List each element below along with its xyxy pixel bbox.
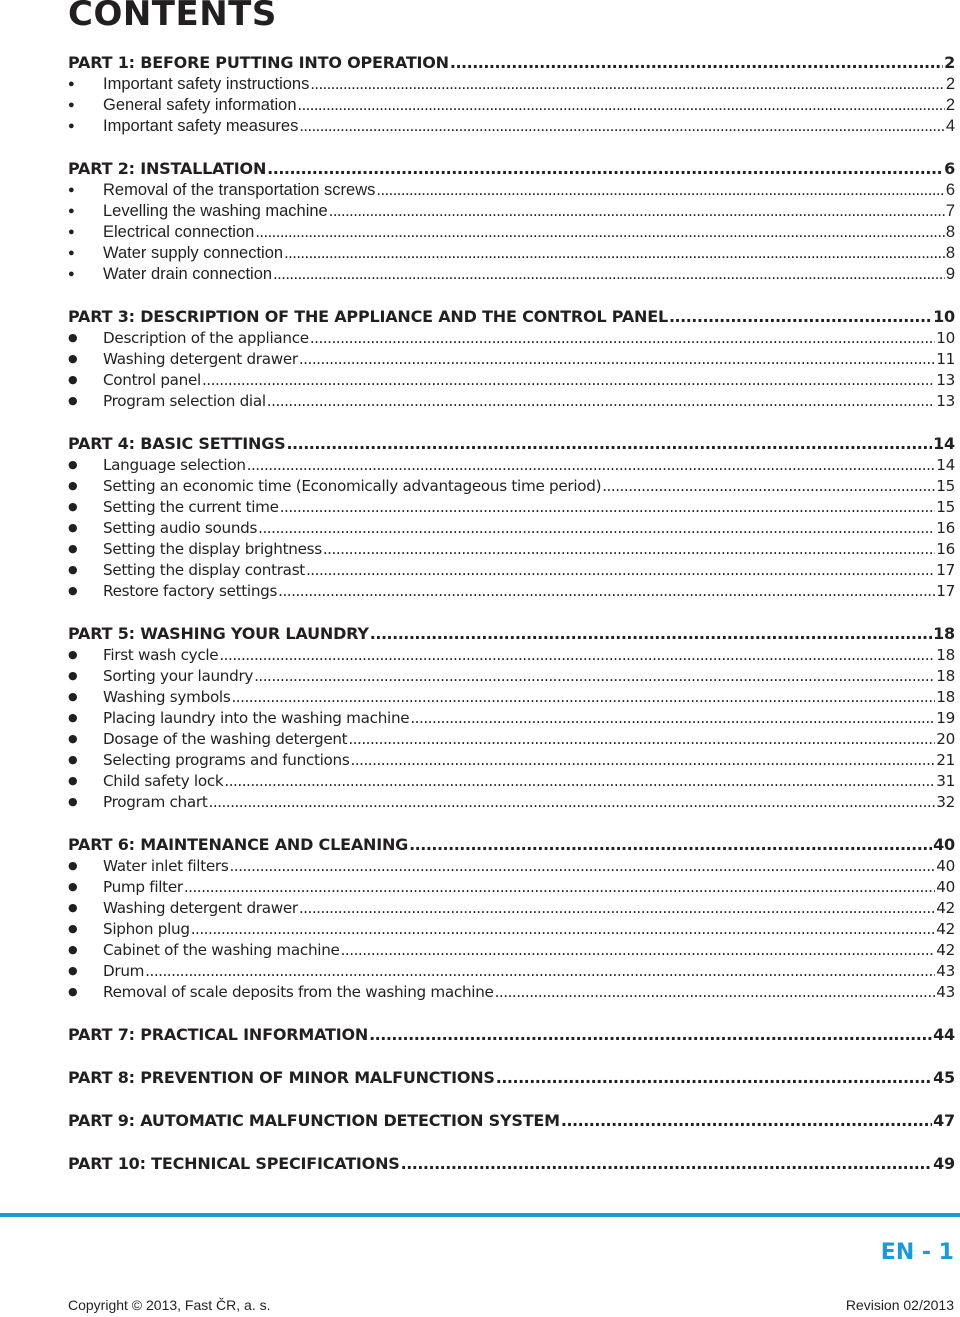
part-title: PART 3: DESCRIPTION OF THE APPLIANCE AND THE CONTROL PANEL: [68, 307, 668, 326]
bullet-icon: ●: [68, 584, 78, 597]
toc-section: [68, 52, 955, 137]
dot-leader: [299, 349, 935, 370]
part-title: PART 2: INSTALLATION: [68, 159, 267, 178]
page-ref: 47: [933, 1111, 955, 1130]
toc-section: [68, 623, 955, 813]
dot-leader: [409, 834, 932, 856]
toc-part-entry[interactable]: [68, 158, 955, 180]
item-title: Program selection dial: [103, 392, 266, 410]
toc-part-entry[interactable]: [68, 1067, 955, 1089]
page-ref: 6: [945, 181, 955, 199]
bullet-icon: ●: [68, 500, 78, 513]
dot-leader: [401, 1153, 933, 1175]
page-ref: 42: [936, 920, 955, 938]
toc-item[interactable]: [68, 497, 955, 518]
toc-item[interactable]: [68, 877, 955, 898]
part-title: PART 4: BASIC SETTINGS: [68, 434, 286, 453]
toc-part-entry[interactable]: [68, 306, 955, 328]
page-ref: 21: [936, 751, 955, 769]
toc-part-entry[interactable]: [68, 623, 955, 645]
bullet-icon: ●: [68, 120, 75, 132]
bullet-icon: ●: [68, 563, 78, 576]
part-title: PART 10: TECHNICAL SPECIFICATIONS: [68, 1154, 400, 1173]
toc-part-entry[interactable]: [68, 433, 955, 455]
dot-leader: [310, 328, 935, 349]
dot-leader: [224, 771, 935, 792]
bullet-icon: ●: [68, 331, 78, 344]
bullet-icon: ●: [68, 373, 78, 386]
toc-item[interactable]: [68, 919, 955, 940]
page-number: EN - 1: [880, 1240, 954, 1265]
dot-leader: [602, 476, 935, 497]
item-title: Removal of the transportation screws: [103, 181, 376, 199]
page-ref: 42: [936, 899, 955, 917]
dot-leader: [278, 581, 935, 602]
dot-leader: [306, 560, 935, 581]
dot-leader: [286, 433, 932, 455]
page-ref: 8: [945, 244, 955, 262]
toc-part-entry[interactable]: [68, 52, 955, 74]
page-title: CONTENTS: [68, 0, 277, 34]
dot-leader: [145, 961, 935, 982]
item-title: Siphon plug: [103, 920, 190, 938]
dot-leader: [258, 518, 935, 539]
item-title: First wash cycle: [103, 646, 219, 664]
bullet-icon: ●: [68, 985, 78, 998]
page-ref: 18: [933, 624, 955, 643]
page-ref: 45: [933, 1068, 955, 1087]
dot-leader: [267, 391, 935, 412]
toc-item[interactable]: [68, 856, 955, 877]
item-title: Levelling the washing machine: [103, 202, 328, 220]
part-title: PART 6: MAINTENANCE AND CLEANING: [68, 835, 409, 854]
dot-leader: [284, 243, 945, 264]
toc-item[interactable]: [68, 982, 955, 1003]
toc-item[interactable]: [68, 898, 955, 919]
toc-item[interactable]: [68, 771, 955, 792]
toc-item[interactable]: [68, 243, 955, 264]
part-title: PART 5: WASHING YOUR LAUNDRY: [68, 624, 369, 643]
toc-section: [68, 1067, 955, 1089]
dot-leader: [370, 623, 932, 645]
revision-label: Revision 02/2013: [845, 1297, 954, 1313]
dot-leader: [247, 455, 936, 476]
dot-leader: [329, 201, 945, 222]
bullet-icon: ●: [68, 880, 78, 893]
dot-leader: [669, 306, 932, 328]
dot-leader: [280, 497, 936, 518]
item-title: Dosage of the washing detergent: [103, 730, 348, 748]
bullet-icon: ●: [68, 922, 78, 935]
bullet-icon: ●: [68, 268, 75, 280]
bullet-icon: ●: [68, 859, 78, 872]
dot-leader: [496, 1067, 932, 1089]
toc-part-entry[interactable]: [68, 1153, 955, 1175]
part-title: PART 7: PRACTICAL INFORMATION: [68, 1025, 369, 1044]
bullet-icon: ●: [68, 394, 78, 407]
page-ref: 4: [945, 117, 955, 135]
page-ref: 17: [936, 561, 955, 579]
toc-item[interactable]: [68, 201, 955, 222]
dot-leader: [298, 95, 945, 116]
bullet-icon: ●: [68, 247, 75, 259]
item-title: Restore factory settings: [103, 582, 278, 600]
page-ref: 15: [936, 477, 955, 495]
dot-leader: [273, 264, 945, 285]
footer-divider: [0, 1213, 960, 1217]
dot-leader: [191, 919, 936, 940]
dot-leader: [254, 666, 935, 687]
toc-item[interactable]: [68, 708, 955, 729]
page-ref: 40: [936, 857, 955, 875]
dot-leader: [202, 370, 935, 391]
dot-leader: [219, 645, 935, 666]
page-ref: 15: [936, 498, 955, 516]
toc-item[interactable]: [68, 940, 955, 961]
toc-item[interactable]: [68, 750, 955, 771]
dot-leader: [495, 982, 936, 1003]
page-ref: 16: [936, 519, 955, 537]
item-title: Water drain connection: [103, 265, 273, 283]
page-ref: 13: [936, 371, 955, 389]
page-ref: 43: [936, 962, 955, 980]
page-ref: 40: [933, 835, 955, 854]
dot-leader: [369, 1024, 932, 1046]
toc-item[interactable]: [68, 391, 955, 412]
bullet-icon: ●: [68, 753, 78, 766]
page-ref: 14: [933, 434, 955, 453]
dot-leader: [231, 687, 935, 708]
bullet-icon: ●: [68, 352, 78, 365]
toc-item[interactable]: [68, 455, 955, 476]
toc-section: [68, 158, 955, 285]
toc-part-entry[interactable]: [68, 1024, 955, 1046]
dot-leader: [450, 52, 943, 74]
page-ref: 18: [936, 688, 955, 706]
page-ref: 8: [945, 223, 955, 241]
page-ref: 7: [945, 202, 955, 220]
dot-leader: [229, 856, 935, 877]
item-title: Setting the current time: [103, 498, 279, 516]
dot-leader: [341, 940, 936, 961]
dot-leader: [310, 74, 944, 95]
toc-item[interactable]: [68, 581, 955, 602]
page-ref: 2: [945, 96, 955, 114]
part-title: PART 9: AUTOMATIC MALFUNCTION DETECTION SYSTEM: [68, 1111, 560, 1130]
item-title: Placing laundry into the washing machine: [103, 709, 410, 727]
bullet-icon: ●: [68, 479, 78, 492]
part-title: PART 1: BEFORE PUTTING INTO OPERATION: [68, 53, 449, 72]
item-title: Sorting your laundry: [103, 667, 254, 685]
item-title: Setting the display contrast: [103, 561, 305, 579]
toc-item[interactable]: [68, 116, 955, 137]
page-ref: 18: [936, 667, 955, 685]
bullet-icon: ●: [68, 184, 75, 196]
toc-section: [68, 1153, 955, 1175]
page-ref: 16: [936, 540, 955, 558]
toc-section: [68, 834, 955, 1003]
page-ref: 13: [936, 392, 955, 410]
toc-section: [68, 1110, 955, 1132]
dot-leader: [376, 180, 944, 201]
toc-item[interactable]: [68, 961, 955, 982]
bullet-icon: ●: [68, 78, 75, 90]
bullet-icon: ●: [68, 795, 78, 808]
item-title: Selecting programs and functions: [103, 751, 350, 769]
toc-item[interactable]: [68, 95, 955, 116]
page-ref: 10: [933, 307, 955, 326]
item-title: Setting the display brightness: [103, 540, 322, 558]
item-title: Water supply connection: [103, 244, 284, 262]
toc-item[interactable]: [68, 687, 955, 708]
toc-item[interactable]: [68, 560, 955, 581]
dot-leader: [299, 116, 944, 137]
toc-section: [68, 1024, 955, 1046]
item-title: Description of the appliance: [103, 329, 309, 347]
item-title: Important safety measures: [103, 117, 299, 135]
toc-item[interactable]: [68, 666, 955, 687]
page-ref: 32: [936, 793, 955, 811]
copyright-notice: Copyright © 2013, Fast ČR, a. s.: [68, 1297, 271, 1313]
bullet-icon: ●: [68, 648, 78, 661]
dot-leader: [255, 222, 944, 243]
item-title: Important safety instructions: [103, 75, 310, 93]
toc-item[interactable]: [68, 476, 955, 497]
toc-part-entry[interactable]: [68, 1110, 955, 1132]
toc-item[interactable]: [68, 180, 955, 201]
page-ref: 31: [936, 772, 955, 790]
page-ref: 43: [936, 983, 955, 1001]
item-title: Program chart: [103, 793, 208, 811]
dot-leader: [348, 729, 935, 750]
page-ref: 10: [936, 329, 955, 347]
bullet-icon: ●: [68, 521, 78, 534]
toc-item[interactable]: [68, 328, 955, 349]
dot-leader: [351, 750, 936, 771]
toc-item[interactable]: [68, 74, 955, 95]
toc-item[interactable]: [68, 370, 955, 391]
dot-leader: [209, 792, 936, 813]
dot-leader: [184, 877, 935, 898]
item-title: Washing detergent drawer: [103, 350, 298, 368]
item-title: Electrical connection: [103, 223, 255, 241]
page-ref: 9: [945, 265, 955, 283]
bullet-icon: ●: [68, 669, 78, 682]
page-ref: 19: [936, 709, 955, 727]
bullet-icon: ●: [68, 458, 78, 471]
bullet-icon: ●: [68, 99, 75, 111]
bullet-icon: ●: [68, 542, 78, 555]
page-ref: 18: [936, 646, 955, 664]
bullet-icon: ●: [68, 226, 75, 238]
item-title: Washing detergent drawer: [103, 899, 298, 917]
dot-leader: [267, 158, 943, 180]
dot-leader: [561, 1110, 932, 1132]
item-title: Drum: [103, 962, 145, 980]
toc-item[interactable]: [68, 518, 955, 539]
page-ref: 40: [936, 878, 955, 896]
toc-item[interactable]: [68, 222, 955, 243]
toc-item[interactable]: [68, 264, 955, 285]
bullet-icon: ●: [68, 943, 78, 956]
item-title: Water inlet filters: [103, 857, 229, 875]
page-ref: 17: [936, 582, 955, 600]
page-ref: 42: [936, 941, 955, 959]
item-title: Cabinet of the washing machine: [103, 941, 340, 959]
toc-item[interactable]: [68, 792, 955, 813]
item-title: Washing symbols: [103, 688, 231, 706]
item-title: Child safety lock: [103, 772, 224, 790]
page-ref: 2: [944, 53, 955, 72]
toc-part-entry[interactable]: [68, 834, 955, 856]
item-title: Setting audio sounds: [103, 519, 258, 537]
bullet-icon: ●: [68, 690, 78, 703]
page-ref: 11: [936, 350, 955, 368]
bullet-icon: ●: [68, 964, 78, 977]
page-ref: 44: [933, 1025, 955, 1044]
page-ref: 6: [944, 159, 955, 178]
item-title: General safety information: [103, 96, 297, 114]
bullet-icon: ●: [68, 205, 75, 217]
page-ref: 49: [933, 1154, 955, 1173]
item-title: Setting an economic time (Economically advantageous time period): [103, 477, 602, 495]
item-title: Removal of scale deposits from the washing machine: [103, 983, 494, 1001]
toc-item[interactable]: [68, 539, 955, 560]
part-title: PART 8: PREVENTION OF MINOR MALFUNCTIONS: [68, 1068, 495, 1087]
toc-section: [68, 433, 955, 602]
bullet-icon: ●: [68, 711, 78, 724]
toc-item[interactable]: [68, 729, 955, 750]
dot-leader: [410, 708, 935, 729]
table-of-contents: [68, 52, 955, 1196]
dot-leader: [299, 898, 935, 919]
toc-section: [68, 306, 955, 412]
toc-item[interactable]: [68, 645, 955, 666]
page-ref: 20: [936, 730, 955, 748]
bullet-icon: ●: [68, 901, 78, 914]
item-title: Pump filter: [103, 878, 183, 896]
bullet-icon: ●: [68, 774, 78, 787]
toc-item[interactable]: [68, 349, 955, 370]
item-title: Control panel: [103, 371, 201, 389]
page-ref: 2: [945, 75, 955, 93]
page-ref: 14: [936, 456, 955, 474]
item-title: Language selection: [103, 456, 246, 474]
dot-leader: [323, 539, 935, 560]
bullet-icon: ●: [68, 732, 78, 745]
